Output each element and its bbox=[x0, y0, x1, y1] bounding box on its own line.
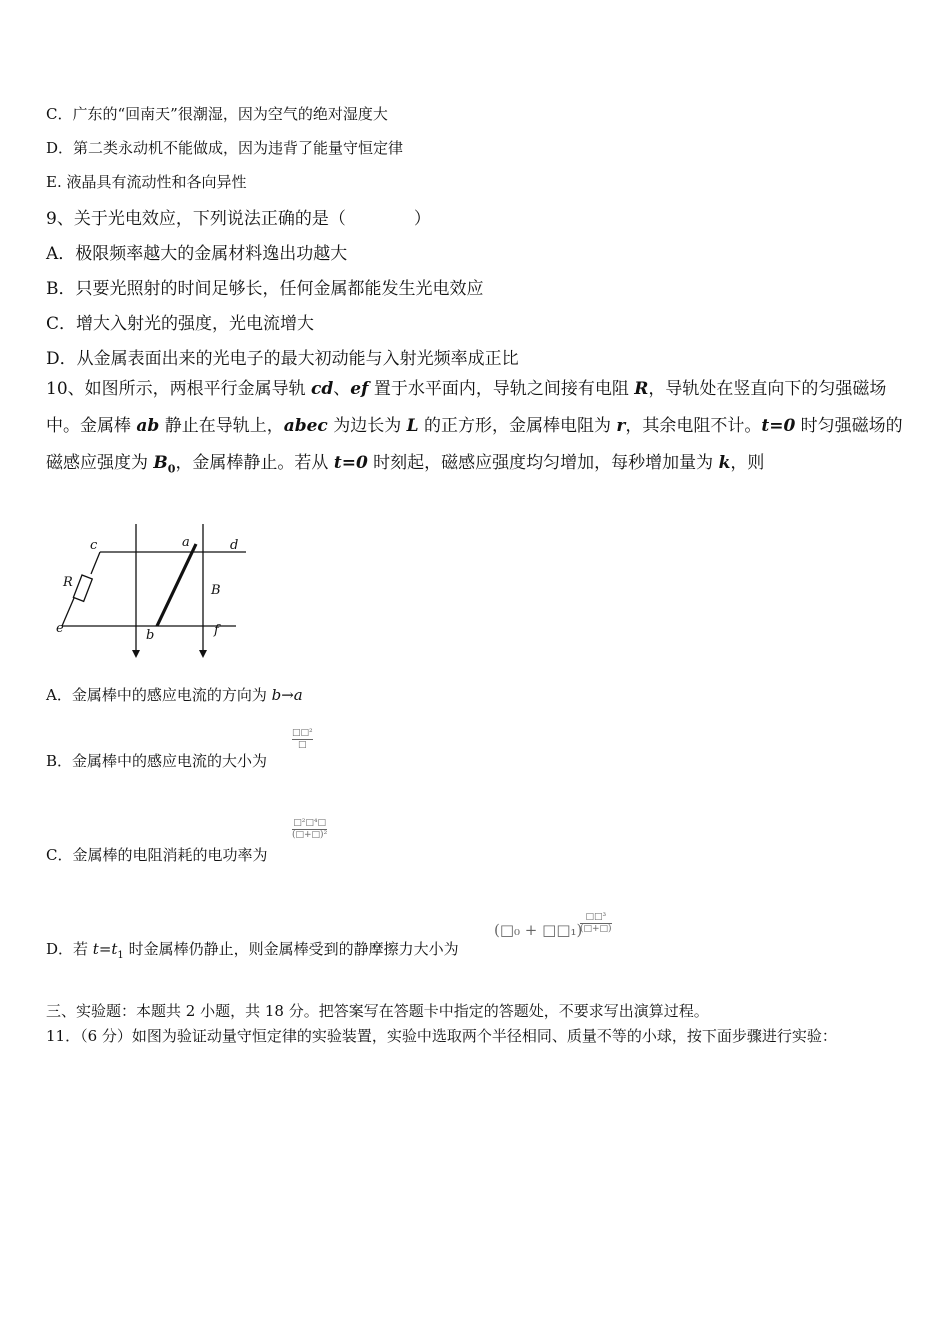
label-B: B bbox=[211, 583, 221, 598]
label-f: f bbox=[214, 623, 219, 638]
q10-option-a: A．金属棒中的感应电流的方向为 b→a bbox=[46, 686, 303, 704]
field-arrow-left bbox=[132, 650, 140, 658]
q10-option-b-fraction: □□² □ bbox=[292, 728, 313, 750]
wire-top bbox=[91, 552, 100, 574]
q10-circuit-figure bbox=[50, 522, 260, 662]
q9-option-a: A．极限频率越大的金属材料逸出功越大 bbox=[46, 244, 348, 264]
q10-option-b: B．金属棒中的感应电流的大小为 bbox=[46, 752, 268, 770]
label-e: e bbox=[56, 621, 64, 636]
q10-option-d-fraction: □□³ (□+□) bbox=[580, 912, 612, 934]
q8-option-d: D．第二类永动机不能做成，因为违背了能量守恒定律 bbox=[46, 139, 404, 157]
label-d: d bbox=[230, 538, 239, 553]
q9-stem: 9、关于光电效应，下列说法正确的是（ ） bbox=[46, 209, 431, 229]
label-c: c bbox=[90, 538, 98, 553]
metal-rod-ab bbox=[157, 544, 196, 626]
q10-option-d: D．若 $t=t_1$ 时金属棒仍静止，则金属棒受到的静摩擦力大小为 bbox=[46, 940, 459, 961]
section-3-title: 三、实验题：本题共 2 小题，共 18 分。把答案写在答题卡中指定的答题处，不要求写出演算过程。 bbox=[46, 1002, 709, 1020]
q10-option-c: C．金属棒的电阻消耗的电功率为 bbox=[46, 846, 268, 864]
label-a: a bbox=[182, 535, 190, 550]
wire-bottom bbox=[62, 598, 74, 626]
q10-option-d-formula: (□₀ + □□₁) bbox=[494, 921, 583, 939]
q8-option-c: C．广东的“回南天”很潮湿，因为空气的绝对湿度大 bbox=[46, 105, 388, 123]
field-arrow-right bbox=[199, 650, 207, 658]
label-b: b bbox=[146, 628, 155, 643]
q8-option-e: E. 液晶具有流动性和各向异性 bbox=[46, 173, 247, 191]
q9-option-c: C．增大入射光的强度，光电流增大 bbox=[46, 314, 315, 334]
q9-option-d: D．从金属表面出来的光电子的最大初动能与入射光频率成正比 bbox=[46, 349, 519, 369]
q11-stem: 11．（6 分）如图为验证动量守恒定律的实验装置，实验中选取两个半径相同、质量不等的小球，按下面步骤进行实验： bbox=[46, 1027, 837, 1045]
resistor-R bbox=[73, 575, 92, 601]
q10-option-c-fraction: □²□⁴□ (□+□)² bbox=[292, 818, 328, 840]
q10-stem: 10、如图所示，两根平行金属导轨 cd、ef 置于水平面内，导轨之间接有电阻 R，导轨处在竖直向下的匀强磁场中。金属棒 ab 静止在导轨上，abec 为边长为 L 的正方形，金属棒电阻为 r，其余电阻不计。t=0 时匀强磁场的磁感应强度为 $B_0$，金属棒静止。若从 t=0 时刻起，磁感应强度均匀增加，每秒增加量为 k，则 bbox=[46, 379, 903, 476]
label-R: R bbox=[63, 575, 73, 590]
q9-option-b: B．只要光照射的时间足够长，任何金属都能发生光电效应 bbox=[46, 279, 484, 299]
